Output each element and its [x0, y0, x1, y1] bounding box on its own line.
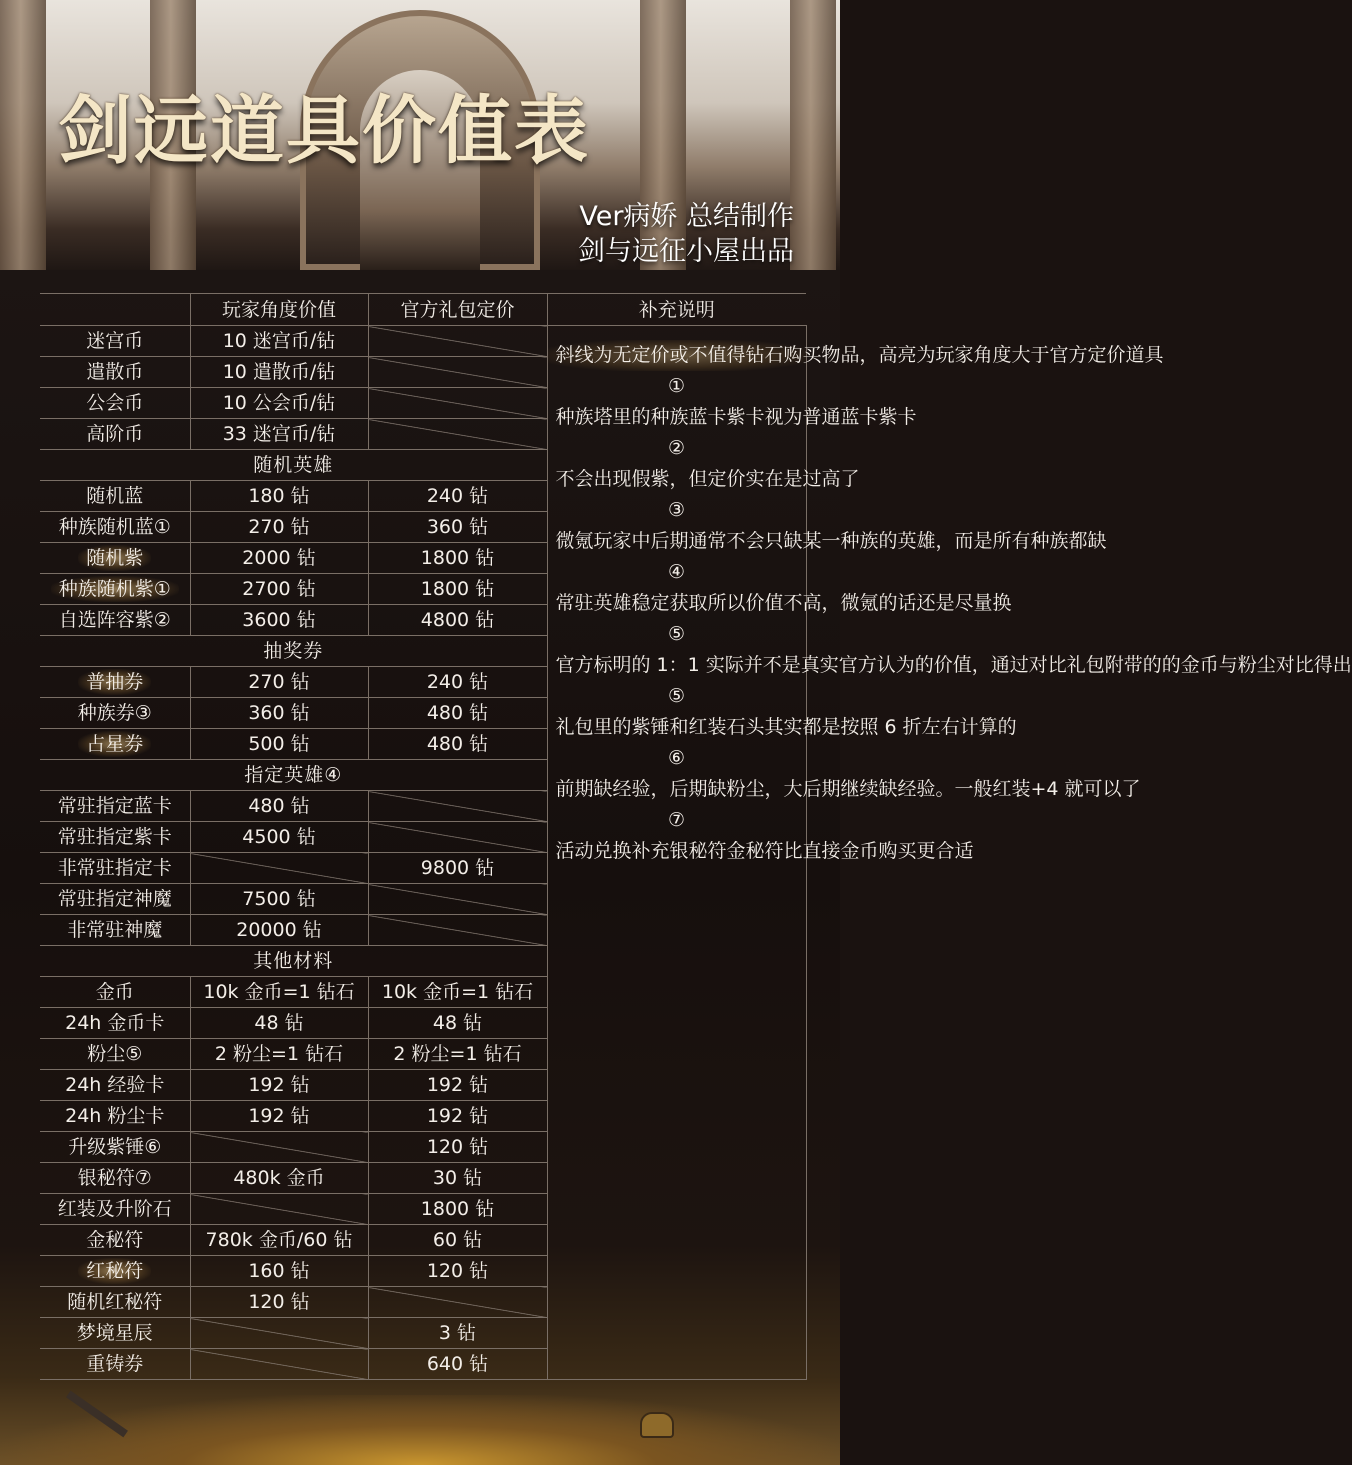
- official-price: 640 钻: [368, 1349, 547, 1380]
- official-price: [368, 1287, 547, 1318]
- item-name: 红装及升阶石: [40, 1194, 190, 1225]
- player-value: 192 钻: [190, 1070, 368, 1101]
- player-value: 192 钻: [190, 1101, 368, 1132]
- item-name: 粉尘⑤: [40, 1039, 190, 1070]
- highlighted-item-name: 随机紫: [78, 545, 151, 571]
- header-banner: [0, 0, 840, 270]
- player-value: 500 钻: [190, 729, 368, 760]
- player-value: 2700 钻: [190, 574, 368, 605]
- official-price: [368, 791, 547, 822]
- player-value: 10k 金币=1 钻石: [190, 977, 368, 1008]
- note-text: 官方标明的 1：1 实际并不是真实官方认为的价值，通过对比礼包附带的的金币与粉尘对比得出: [555, 654, 1352, 676]
- section-title: 抽奖券: [40, 636, 547, 667]
- player-value: 7500 钻: [190, 884, 368, 915]
- player-value: 180 钻: [190, 481, 368, 512]
- official-price: 480 钻: [368, 729, 547, 760]
- official-price: 120 钻: [368, 1132, 547, 1163]
- note-text: ⑤: [667, 685, 686, 707]
- highlighted-item-name: 普抽券: [78, 669, 151, 695]
- player-value: [190, 853, 368, 884]
- note-text: 前期缺经验，后期缺粉尘，大后期继续缺经验。一般红装+4 就可以了: [555, 778, 1141, 800]
- author-credit: Ver病娇 总结制作: [579, 201, 794, 232]
- player-value: 270 钻: [190, 667, 368, 698]
- item-name: 24h 金币卡: [40, 1008, 190, 1039]
- player-value: [190, 1318, 368, 1349]
- column-header: [40, 294, 190, 326]
- item-name: 24h 粉尘卡: [40, 1101, 190, 1132]
- item-name: [40, 729, 190, 760]
- item-name: 常驻指定紫卡: [40, 822, 190, 853]
- player-value: 33 迷宫币/钻: [190, 419, 368, 450]
- note-text: 种族塔里的种族蓝卡紫卡视为普通蓝卡紫卡: [555, 406, 917, 428]
- note-text: 活动兑换补充银秘符金秘符比直接金币购买更合适: [555, 840, 974, 862]
- player-value: 4500 钻: [190, 822, 368, 853]
- official-price: [368, 357, 547, 388]
- pillar-decoration: [790, 0, 836, 270]
- official-price: [368, 326, 547, 357]
- official-price: [368, 419, 547, 450]
- section-title: 随机英雄: [40, 450, 547, 481]
- item-name: 常驻指定神魔: [40, 884, 190, 915]
- official-price: 9800 钻: [368, 853, 547, 884]
- official-price: 120 钻: [368, 1256, 547, 1287]
- official-price: 60 钻: [368, 1225, 547, 1256]
- official-price: 2 粉尘=1 钻石: [368, 1039, 547, 1070]
- highlighted-item-name: 种族随机紫①: [51, 576, 179, 602]
- official-price: 48 钻: [368, 1008, 547, 1039]
- value-table: [40, 293, 1352, 1380]
- note-text: ⑥: [667, 747, 686, 769]
- item-name: 梦境星辰: [40, 1318, 190, 1349]
- official-price: 1800 钻: [368, 1194, 547, 1225]
- official-price: [368, 388, 547, 419]
- publisher-credit: 剑与远征小屋出品: [578, 236, 794, 267]
- player-value: 3600 钻: [190, 605, 368, 636]
- player-value: 10 公会币/钻: [190, 388, 368, 419]
- item-name: 公会币: [40, 388, 190, 419]
- notes-column: [547, 326, 1352, 1380]
- note-text: ⑤: [667, 623, 686, 645]
- item-name: [40, 667, 190, 698]
- note-text: 不会出现假紫，但定价实在是过高了: [555, 468, 860, 490]
- section-title: 指定英雄④: [40, 760, 547, 791]
- official-price: 1800 钻: [368, 543, 547, 574]
- player-value: 10 迷宫币/钻: [190, 326, 368, 357]
- player-value: [190, 1132, 368, 1163]
- player-value: 120 钻: [190, 1287, 368, 1318]
- official-price: 3 钻: [368, 1318, 547, 1349]
- note-text: ④: [667, 561, 686, 583]
- player-value: 48 钻: [190, 1008, 368, 1039]
- item-name: 种族随机蓝①: [40, 512, 190, 543]
- column-header: 玩家角度价值: [190, 294, 368, 326]
- item-name: 迷宫币: [40, 326, 190, 357]
- item-name: 非常驻神魔: [40, 915, 190, 946]
- official-price: [368, 915, 547, 946]
- item-name: 遣散币: [40, 357, 190, 388]
- item-name: 银秘符⑦: [40, 1163, 190, 1194]
- crown-icon: [640, 1412, 674, 1438]
- player-value: 160 钻: [190, 1256, 368, 1287]
- official-price: 10k 金币=1 钻石: [368, 977, 547, 1008]
- item-name: [40, 543, 190, 574]
- note-text: 微氪玩家中后期通常不会只缺某一种族的英雄，而是所有种族都缺: [555, 530, 1107, 552]
- note-text: ②: [667, 437, 686, 459]
- item-name: 升级紫锤⑥: [40, 1132, 190, 1163]
- official-price: [368, 884, 547, 915]
- player-value: 20000 钻: [190, 915, 368, 946]
- column-header: 官方礼包定价: [368, 294, 547, 326]
- item-name: 常驻指定蓝卡: [40, 791, 190, 822]
- item-name: 自选阵容紫②: [40, 605, 190, 636]
- official-price: 192 钻: [368, 1101, 547, 1132]
- item-name: 非常驻指定卡: [40, 853, 190, 884]
- item-name: [40, 574, 190, 605]
- official-price: 4800 钻: [368, 605, 547, 636]
- item-name: 随机红秘符: [40, 1287, 190, 1318]
- official-price: 192 钻: [368, 1070, 547, 1101]
- official-price: 240 钻: [368, 667, 547, 698]
- table-row: [40, 326, 806, 357]
- official-price: 30 钻: [368, 1163, 547, 1194]
- column-header: 补充说明: [547, 294, 806, 326]
- player-value: 2000 钻: [190, 543, 368, 574]
- player-value: 780k 金币/60 钻: [190, 1225, 368, 1256]
- note-text: ③: [667, 499, 686, 521]
- item-name: 随机蓝: [40, 481, 190, 512]
- note-text: ①: [667, 375, 686, 397]
- player-value: [190, 1194, 368, 1225]
- player-value: 270 钻: [190, 512, 368, 543]
- table-header-row: [40, 294, 806, 326]
- official-price: 360 钻: [368, 512, 547, 543]
- item-name: 金秘符: [40, 1225, 190, 1256]
- official-price: 240 钻: [368, 481, 547, 512]
- player-value: 2 粉尘=1 钻石: [190, 1039, 368, 1070]
- section-title: 其他材料: [40, 946, 547, 977]
- player-value: 10 遣散币/钻: [190, 357, 368, 388]
- highlighted-item-name: 红秘符: [78, 1258, 151, 1284]
- note-text: ⑦: [667, 809, 686, 831]
- player-value: 360 钻: [190, 698, 368, 729]
- player-value: [190, 1349, 368, 1380]
- official-price: [368, 822, 547, 853]
- page-title: 剑远道具价值表: [58, 88, 590, 174]
- pillar-decoration: [0, 0, 46, 270]
- official-price: 480 钻: [368, 698, 547, 729]
- player-value: 480k 金币: [190, 1163, 368, 1194]
- note-text: 常驻英雄稳定获取所以价值不高，微氪的话还是尽量换: [555, 592, 1012, 614]
- item-name: 重铸券: [40, 1349, 190, 1380]
- item-name: 24h 经验卡: [40, 1070, 190, 1101]
- player-value: 480 钻: [190, 791, 368, 822]
- highlighted-item-name: 占星券: [78, 731, 151, 757]
- item-name: 高阶币: [40, 419, 190, 450]
- note-text: 礼包里的紫锤和红装石头其实都是按照 6 折左右计算的: [555, 716, 1017, 738]
- item-name: 种族券③: [40, 698, 190, 729]
- official-price: 1800 钻: [368, 574, 547, 605]
- note-text: 斜线为无定价或不值得钻石购买物品，高亮为玩家角度大于官方定价道具: [548, 340, 806, 371]
- item-name: 金币: [40, 977, 190, 1008]
- item-name: [40, 1256, 190, 1287]
